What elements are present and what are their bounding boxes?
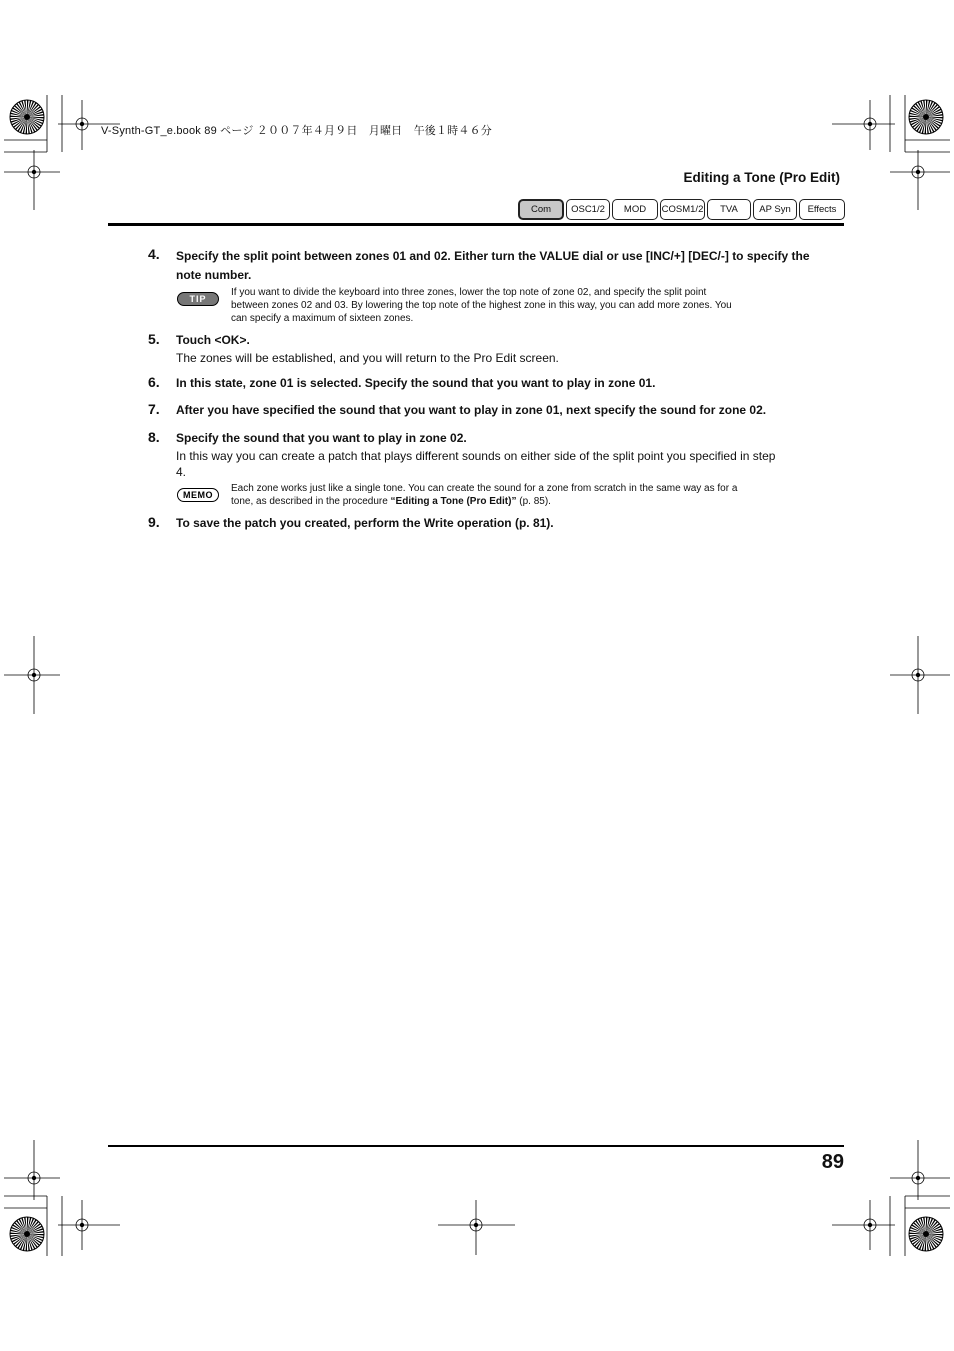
step-text: Specify the sound that you want to play in zone 02. — [176, 431, 467, 445]
tip-text: between zones 02 and 03. By lowering the top note of the highest zone in this way, you can add more zones. You — [231, 300, 732, 311]
step-number: 7. — [148, 401, 160, 417]
starburst-center — [923, 1231, 929, 1237]
tip-text: can specify a maximum of sixteen zones. — [231, 313, 414, 324]
tip-text: If you want to divide the keyboard into three zones, lower the top note of zone 02, and specify the split point — [231, 287, 707, 298]
step-text: Touch <OK>. — [176, 333, 250, 347]
tab-cosm: COSM1/2 — [660, 199, 705, 220]
step-number: 8. — [148, 429, 160, 445]
step-number: 4. — [148, 246, 160, 262]
step-detail: The zones will be established, and you will return to the Pro Edit screen. — [176, 351, 559, 365]
tab-mod: MOD — [612, 199, 658, 220]
starburst-center — [24, 114, 30, 120]
header-rule — [108, 223, 844, 226]
step-number: 6. — [148, 374, 160, 390]
tab-osc: OSC1/2 — [566, 199, 610, 220]
tip-badge-icon: TIP — [177, 292, 219, 306]
tab-effects: Effects — [799, 199, 845, 220]
tab-tva: TVA — [707, 199, 751, 220]
section-tab-bar — [518, 199, 845, 220]
step-text: Specify the split point between zones 01 and 02. Either turn the VALUE dial or use [INC/+] [DEC/-] to specify the — [176, 249, 810, 263]
section-title: Editing a Tone (Pro Edit) — [683, 170, 840, 185]
step-number: 9. — [148, 514, 160, 530]
step-text: In this state, zone 01 is selected. Specify the sound that you want to play in zone 01. — [176, 376, 656, 390]
starburst-center — [923, 114, 929, 120]
step-detail: In this way you can create a patch that plays different sounds on either side of the split point you specified in step — [176, 449, 776, 463]
memo-text: Each zone works just like a single tone. You can create the sound for a zone from scratch in the same way as for a — [231, 483, 738, 494]
step-text: note number. — [176, 268, 252, 282]
step-text: After you have specified the sound that you want to play in zone 01, next specify the sound for zone 02. — [176, 403, 767, 417]
print-info-line: V-Synth-GT_e.book 89 ページ ２００７年４月９日 月曜日 午後１時４６分 — [101, 125, 492, 137]
page-number: 89 — [821, 1151, 844, 1173]
step-number: 5. — [148, 331, 160, 347]
step-detail: 4. — [176, 465, 187, 479]
starburst-center — [24, 1231, 30, 1237]
memo-cross-reference: “Editing a Tone (Pro Edit)” — [390, 496, 517, 507]
tab-ap-syn: AP Syn — [753, 199, 797, 220]
tab-com: Com — [518, 199, 564, 220]
memo-text-part: (p. 85). — [516, 496, 551, 507]
step-text: To save the patch you created, perform the Write operation (p. 81). — [176, 516, 554, 530]
memo-badge-icon: MEMO — [177, 488, 219, 502]
memo-text — [231, 495, 551, 508]
memo-text-part: tone, as described in the procedure — [231, 496, 391, 507]
footer-rule — [108, 1145, 844, 1147]
